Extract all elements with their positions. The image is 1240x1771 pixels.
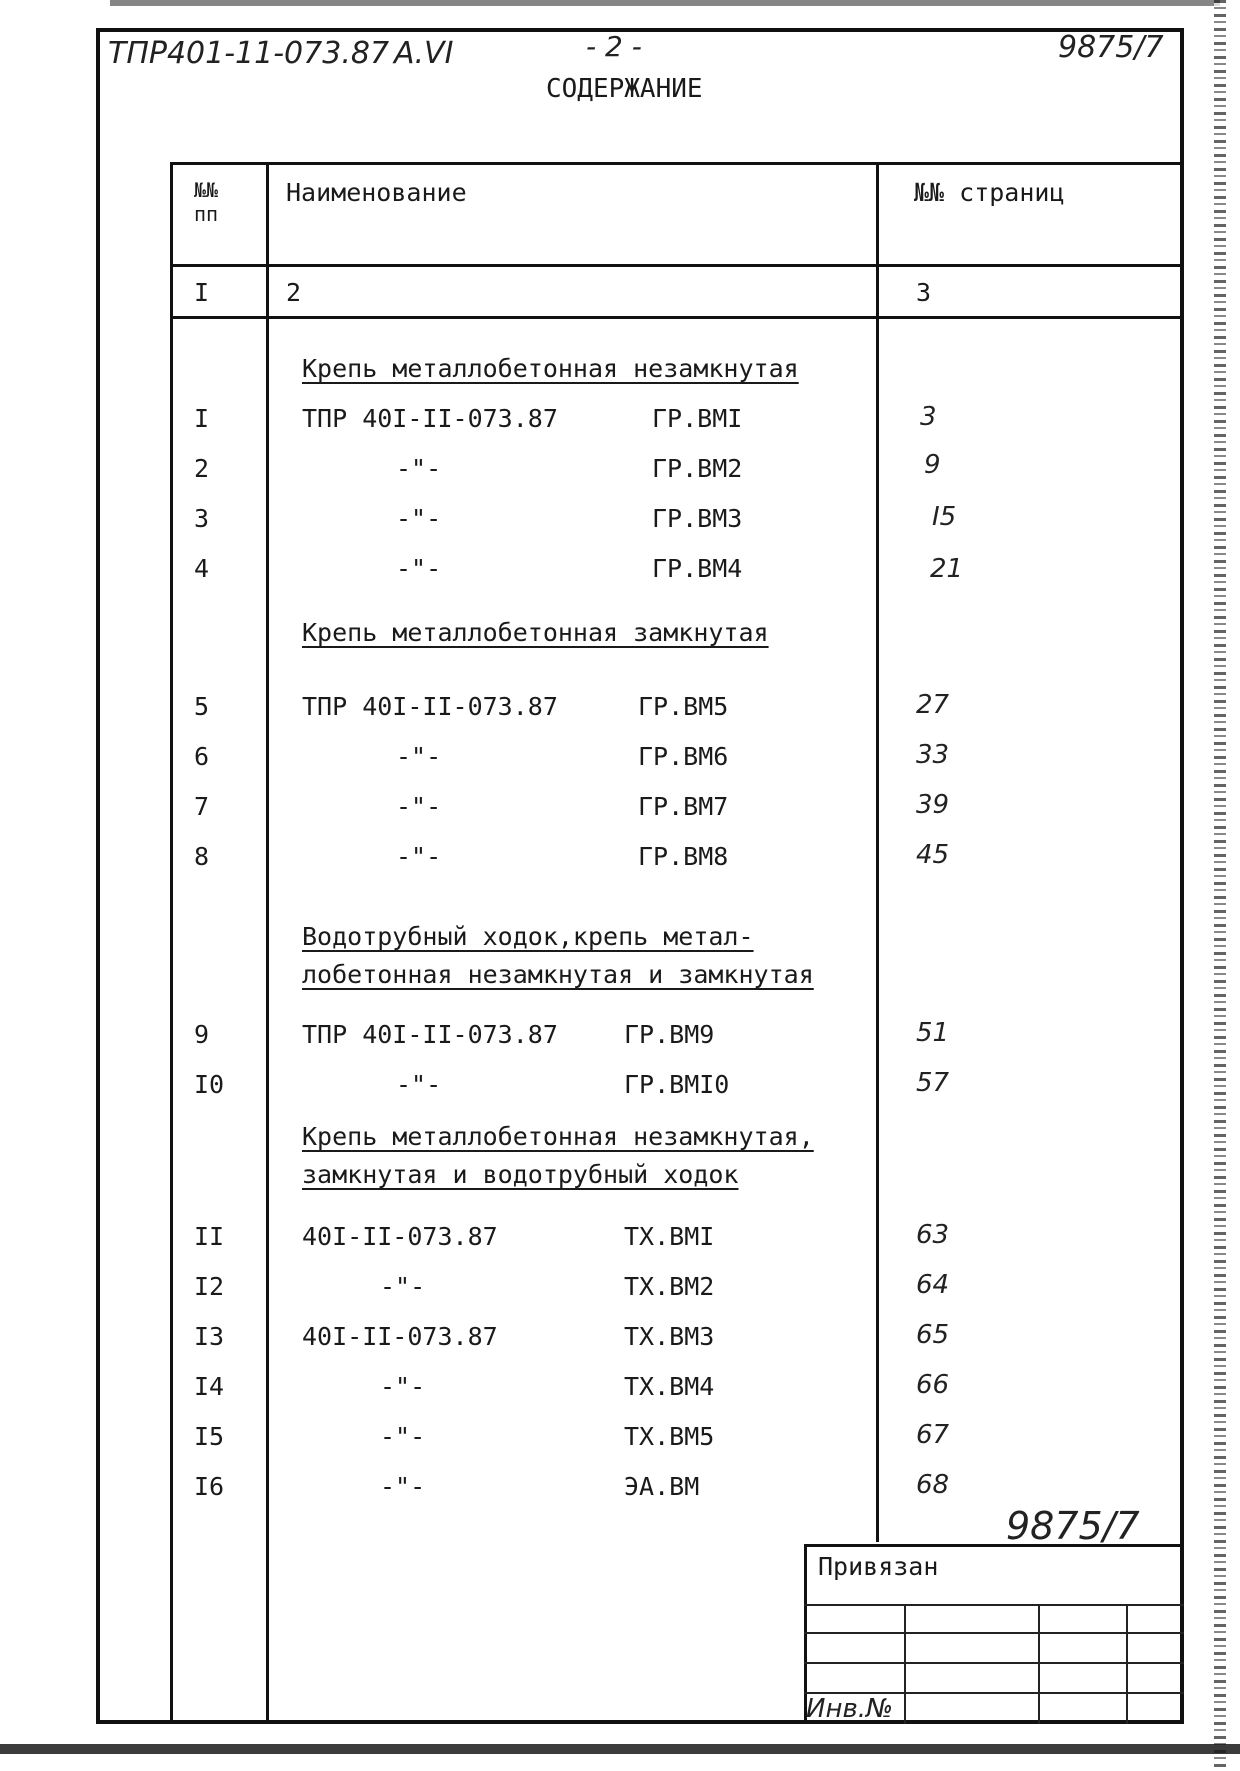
row-number: 5 — [194, 692, 210, 721]
row-code: ГР.ВМ3 — [652, 504, 743, 533]
row-number: 6 — [194, 742, 210, 771]
row-page: 64 — [916, 1270, 950, 1300]
stamp-col-line — [1038, 1604, 1040, 1724]
row-document: -"- — [380, 1422, 426, 1451]
page-title: СОДЕРЖАНИЕ — [546, 74, 703, 104]
colnum-3: 3 — [916, 278, 932, 307]
section-title: Крепь металлобетонная незамкнутая, — [302, 1122, 814, 1151]
row-number: 9 — [194, 1020, 210, 1049]
row-page: 3 — [920, 402, 937, 432]
row-number: 4 — [194, 554, 210, 583]
row-code: ГР.ВМ7 — [638, 792, 729, 821]
header-name: Наименование — [286, 178, 467, 207]
section-title: Водотрубный ходок,крепь метал- — [302, 922, 754, 951]
inventory-label: Инв.№ — [806, 1694, 894, 1724]
row-number: I2 — [194, 1272, 225, 1301]
row-code: ТХ.ВМ3 — [624, 1322, 715, 1351]
row-document: ТПР 40I-II-073.87 — [302, 1020, 558, 1049]
row-code: ГР.ВМ6 — [638, 742, 729, 771]
stamp-col-line — [904, 1604, 906, 1724]
row-page: 66 — [916, 1370, 950, 1400]
row-code: ТХ.ВМ2 — [624, 1272, 715, 1301]
row-number: I4 — [194, 1372, 225, 1401]
row-page: 33 — [916, 740, 950, 770]
col-divider-1 — [266, 162, 269, 1722]
row-code: ГР.ВМ2 — [652, 454, 743, 483]
colnum-1: I — [194, 278, 210, 307]
stamp-top-line — [804, 1544, 1184, 1547]
doc-code: ТПР401-11-073.87 — [108, 36, 390, 71]
row-number: I — [194, 404, 210, 433]
section-title: Крепь металлобетонная замкнутая — [302, 618, 769, 647]
row-code: ГР.ВМ8 — [638, 842, 729, 871]
row-document: ТПР 40I-II-073.87 — [302, 404, 558, 433]
row-document: -"- — [396, 504, 442, 533]
row-number: I5 — [194, 1422, 225, 1451]
page-number: - 2 - — [586, 30, 642, 63]
row-document: 40I-II-073.87 — [302, 1322, 498, 1351]
row-number: 2 — [194, 454, 210, 483]
row-number: I3 — [194, 1322, 225, 1351]
row-document: 40I-II-073.87 — [302, 1222, 498, 1251]
row-number: I0 — [194, 1070, 225, 1099]
row-code: ТХ.ВМ4 — [624, 1372, 715, 1401]
header-pages: №№ страниц — [914, 178, 1065, 207]
colnum-2: 2 — [286, 278, 302, 307]
header-bottom-line — [170, 264, 1180, 267]
table-left-line — [170, 162, 173, 1722]
sheet-border — [96, 28, 1184, 1724]
header-num: №№ пп — [194, 178, 219, 226]
row-page: 21 — [930, 554, 964, 584]
row-document: -"- — [380, 1272, 426, 1301]
row-number: 8 — [194, 842, 210, 871]
row-document: -"- — [396, 1070, 442, 1099]
row-code: ГР.ВМ4 — [652, 554, 743, 583]
row-document: ТПР 40I-II-073.87 — [302, 692, 558, 721]
inventory-number-top: 9875/7 — [1058, 30, 1164, 65]
row-code: ГР.ВМI — [652, 404, 743, 433]
row-document: -"- — [396, 742, 442, 771]
row-document: -"- — [396, 554, 442, 583]
row-document: -"- — [396, 842, 442, 871]
row-page: 57 — [916, 1068, 950, 1098]
row-number: 3 — [194, 504, 210, 533]
row-code: ГР.ВМ9 — [624, 1020, 715, 1049]
row-document: -"- — [380, 1372, 426, 1401]
row-document: -"- — [396, 454, 442, 483]
album-label: А.VI — [394, 36, 454, 71]
row-page: 68 — [916, 1470, 950, 1500]
col-divider-2 — [876, 162, 879, 1542]
row-page: 51 — [916, 1018, 950, 1048]
row-code: ТХ.ВМI — [624, 1222, 715, 1251]
bound-label: Привязан — [818, 1552, 939, 1581]
row-page: 65 — [916, 1320, 950, 1350]
row-code: ГР.ВМI0 — [624, 1070, 730, 1099]
scan-edge-right — [1214, 0, 1226, 1771]
row-page: 9 — [924, 450, 941, 480]
row-number: II — [194, 1222, 225, 1251]
colnum-bottom-line — [170, 316, 1180, 319]
row-page: 27 — [916, 690, 950, 720]
row-document: -"- — [396, 792, 442, 821]
row-code: ГР.ВМ5 — [638, 692, 729, 721]
table-top-line — [170, 162, 1180, 165]
row-page: 45 — [916, 840, 950, 870]
stamp-col-line — [1126, 1604, 1128, 1724]
section-title: Крепь металлобетонная незамкнутая — [302, 354, 799, 383]
row-number: I6 — [194, 1472, 225, 1501]
row-page: 67 — [916, 1420, 950, 1450]
section-title: замкнутая и водотрубный ходок — [302, 1160, 739, 1189]
row-code: ТХ.ВМ5 — [624, 1422, 715, 1451]
section-title: лобетонная незамкнутая и замкнутая — [302, 960, 814, 989]
row-document: -"- — [380, 1472, 426, 1501]
row-number: 7 — [194, 792, 210, 821]
row-page: I5 — [932, 502, 957, 532]
row-page: 63 — [916, 1220, 950, 1250]
scan-edge-top — [110, 0, 1220, 6]
row-code: ЭА.ВМ — [624, 1472, 700, 1501]
scan-edge-bottom — [0, 1744, 1240, 1754]
inventory-number-bottom: 9875/7 — [1006, 1504, 1140, 1548]
row-page: 39 — [916, 790, 950, 820]
